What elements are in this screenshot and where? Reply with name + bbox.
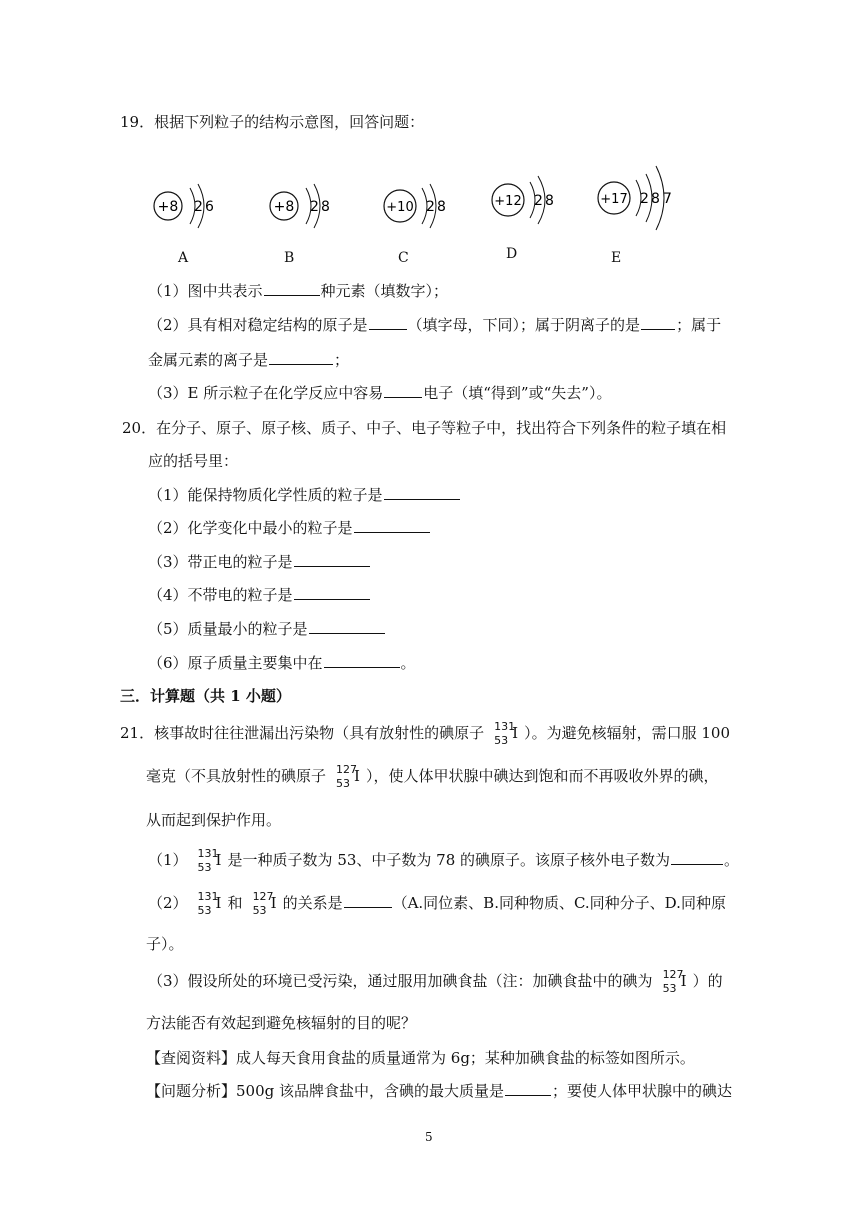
q20-item: （4）不带电的粒子是 — [148, 585, 371, 605]
isotope-i127: 127 53 I — [252, 890, 277, 917]
answer-blank[interactable] — [384, 383, 422, 398]
shell-count: 8 — [651, 191, 660, 207]
shell-count: 6 — [205, 199, 214, 215]
answer-blank[interactable] — [369, 315, 407, 330]
atom-c-svg — [382, 178, 462, 238]
nucleus-charge: +17 — [600, 192, 628, 207]
shell-count: 8 — [321, 199, 330, 215]
q20-item: （5）质量最小的粒子是 — [148, 619, 386, 639]
answer-blank[interactable] — [384, 485, 460, 500]
nucleus-charge: +12 — [494, 194, 522, 209]
atom-a-svg — [150, 178, 230, 238]
atom-diagram-e — [596, 166, 696, 240]
isotope-i131: 131 53 I — [197, 847, 222, 874]
shell-count: 8 — [437, 199, 446, 215]
atom-diagram-d — [490, 172, 570, 236]
q20-item: （2）化学变化中最小的粒子是 — [148, 518, 431, 538]
shell-count: 8 — [545, 193, 554, 209]
answer-blank[interactable] — [269, 350, 333, 365]
q20-title-cont: 应的括号里： — [148, 452, 239, 470]
q21-line1: 21．核事故时往往泄漏出污染物（具有放射性的碘原子 131 53 I ）。为避免核辐射，需口服 100 — [120, 720, 730, 747]
q20-item: （1）能保持物质化学性质的粒子是 — [148, 485, 461, 505]
answer-blank[interactable] — [324, 653, 400, 668]
page-number: 5 — [425, 1130, 433, 1144]
q21-sub1: （1） 131 53 I 是一种质子数为 53、中子数为 78 的碘原子。该原子核外电子数为 。 — [148, 847, 740, 874]
isotope-i127: 127 53 I — [662, 968, 687, 995]
atom-label-d: D — [506, 246, 518, 262]
atom-e-svg — [596, 166, 696, 236]
q19-part1: （1）图中共表示 种元素（填数字）； — [148, 282, 449, 300]
q20-title: 20．在分子、原子、原子核、质子、中子、电子等粒子中，找出符合下列条件的粒子填在相 — [122, 419, 727, 437]
answer-blank[interactable] — [309, 619, 385, 634]
q21-line2: 毫克（不具放射性的碘原子 127 53 I ），使人体甲状腺中碘达到饱和而不再吸收外界的碘， — [146, 763, 719, 790]
answer-blank[interactable] — [354, 518, 430, 533]
shell-count: 2 — [640, 191, 649, 207]
q21-analysis: 【问题分析】500g 该品牌食盐中，含碘的最大质量是 ；要使人体甲状腺中的碘达 — [146, 1082, 733, 1100]
atom-diagram-c — [382, 178, 462, 242]
isotope-i131: 131 53 I — [494, 720, 519, 747]
shell-count: 2 — [426, 199, 435, 215]
answer-blank[interactable] — [344, 893, 392, 908]
nucleus-charge: +8 — [273, 199, 295, 215]
nucleus-charge: +10 — [386, 200, 414, 215]
q19-title: 19．根据下列粒子的结构示意图，回答问题： — [120, 113, 425, 131]
q21-line3: 从而起到保护作用。 — [146, 811, 282, 829]
answer-blank[interactable] — [294, 585, 370, 600]
isotope-i127: 127 53 I — [336, 763, 360, 790]
answer-blank[interactable] — [505, 1081, 551, 1096]
q21-sub2: （2） 131 53 I 和 127 53 I 的关系是 （A.同位素、B.同种物质、C.同种分子、D.同种原 — [148, 890, 726, 917]
shell-count: 2 — [194, 199, 203, 215]
nucleus-charge: +8 — [157, 199, 179, 215]
atom-d-svg — [490, 172, 570, 232]
q20-item: （3）带正电的粒子是 — [148, 552, 371, 572]
shell-count: 2 — [534, 193, 543, 209]
answer-blank[interactable] — [641, 315, 675, 330]
q19-part3: （3）E 所示粒子在化学反应中容易 电子（填“得到”或“失去”）。 — [148, 384, 612, 402]
q21-sub2-cont: 子）。 — [146, 935, 184, 953]
shell-count: 7 — [663, 191, 672, 207]
q19-part2: （2）具有相对稳定结构的原子是 （填字母，下同）；属于阴离子的是 ；属于 — [148, 316, 722, 334]
q20-item: （6）原子质量主要集中在 。 — [148, 654, 416, 672]
q21-sub3-cont: 方法能否有效起到避免核辐射的目的呢？ — [146, 1014, 417, 1032]
q21-sub3: （3）假设所处的环境已受污染，通过服用加碘食盐（注：加碘食盐中的碘为 127 53 I ）的 — [148, 968, 723, 995]
atom-diagram-a — [150, 178, 230, 242]
atom-b-svg — [266, 178, 346, 238]
q19-part2-cont: 金属元素的离子是 ； — [148, 351, 350, 369]
atom-label-c: C — [398, 250, 409, 266]
answer-blank[interactable] — [294, 552, 370, 567]
isotope-i131: 131 53 I — [197, 890, 222, 917]
atom-label-a: A — [178, 250, 189, 266]
q21-reference: 【查阅资料】成人每天食用食盐的质量通常为 6g；某种加碘食盐的标签如图所示。 — [146, 1049, 695, 1067]
section-heading: 三．计算题（共 1 小题） — [120, 687, 291, 705]
answer-blank[interactable] — [671, 850, 723, 865]
atom-label-e: E — [611, 250, 622, 266]
atom-label-b: B — [284, 250, 295, 266]
atom-diagram-b — [266, 178, 346, 242]
answer-blank[interactable] — [264, 281, 320, 296]
shell-count: 2 — [310, 199, 319, 215]
